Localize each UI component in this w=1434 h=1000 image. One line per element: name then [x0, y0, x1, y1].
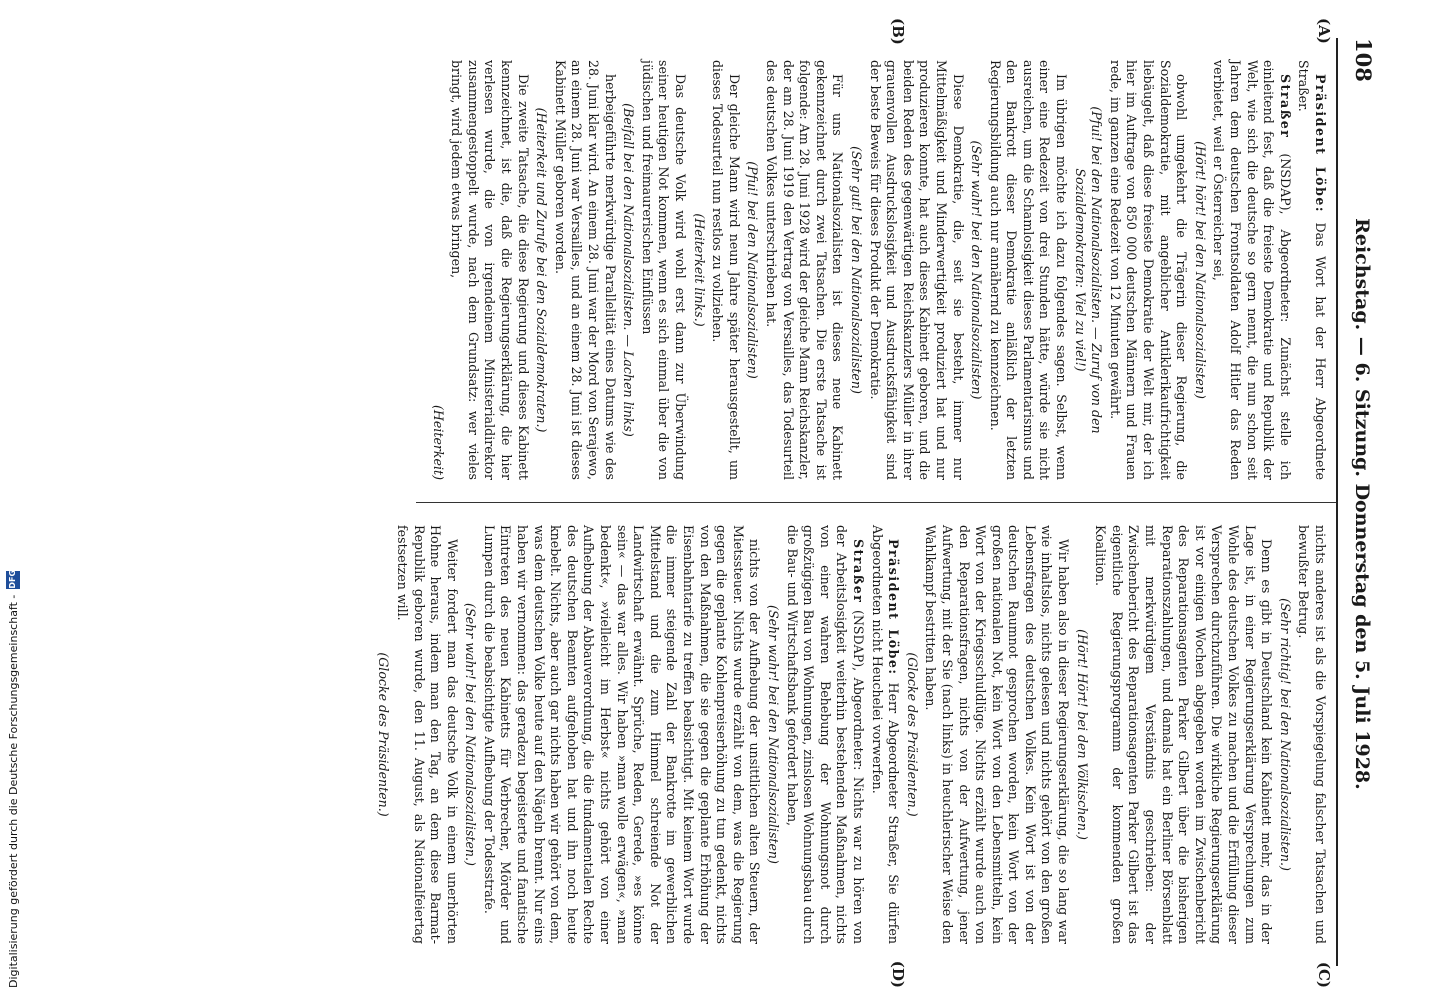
- interjection: (Sehr wahr! bei den Nationalsozialisten): [969, 140, 985, 400]
- speech-text: (NSDAP), Abgeordneter: Zunächst stelle ich einleitend fest, daß die freieste Demokratie und Republik der Welt, wie sich die deutsche so gern nennt, die nun schon seit Jahren dem deutschen Frontsoldaten Adolf Hitler das Reden verbietet, weil er Österreicher sei,: [1211, 60, 1293, 480]
- speech-paragraph: [783, 525, 866, 944]
- text-paragraph: Im übrigen möchte ich dazu folgendes sagen. Selbst, wenn einer eine Redezeit von drei Stunden hätte, würde sie nicht ausreichen, um die Schamlosigkeit dieses Parlamentarismus und den Bankrott dieser Demokratie anläßlich der letzten Regierungsbildung auch nur annähernd zu kennzeichnen.: [987, 60, 1070, 480]
- margin-mark-a: (A): [1315, 18, 1333, 44]
- interjection: (Pfui! bei den Nationalsozialisten): [745, 161, 761, 379]
- document-page: [130, 12, 1380, 992]
- page-header: [1336, 38, 1376, 966]
- interjection: (Sehr gut! bei den Nationalsozialisten): [848, 146, 864, 394]
- credit-text: Digitalisierung gefördert durch die Deutsche Forschungsgemeinschaft -: [6, 594, 20, 988]
- margin-mark-b: (B): [889, 18, 907, 45]
- speech-paragraph: [868, 525, 901, 944]
- text-paragraph: nichts von der Aufhebung der unsittlichen alten Steuern, der Mietssteuer. Nichts wurde erzählt von dem, was die Regierung gegen die geplante Kohlenpreiserhöhung zu tun gedenkt, nichts von den Maßnahmen, die sie gegen die geplante Erhöhung der Eisenbahntarife zu treffen beabsichtigt. Mit keinem Wort wurde die immer steigende Zahl der Bankrotte im gewerblichen Mittelstand und die zum Himmel schreiende Not der Landwirtschaft erwähnt. Sprüche, Reden, Gerede, »es könne sein« — das war alles. Wir haben »man wolle erwägen«, »man bedenkt«, »vielleicht im Herbst« nichts gehört von einer Aufhebung der Abbauverordnung, die die fundamentalen Rechte des deutschen Beamten aufgehoben hat und ihn noch heute knebelt. Nichts, aber auch gar nichts haben wir gehört von dem, was dem deutschen Volke heute auf den Nägeln brennt. Nur eins haben wir vernommen: das geradezu begeisterte und fanatische Eintreten des neuen Kabinetts für Verbrecher, Mörder und Lumpen durch die beabsichtigte Aufhebung der Todesstrafe.: [481, 525, 763, 944]
- speaker-name: Straßer: [1277, 74, 1293, 139]
- interjection: (Hört! Hört! bei den Völkischen.): [1074, 629, 1090, 840]
- text-paragraph: obwohl umgekehrt die Trägerin dieser Regierung, die Sozialdemokratie, mit angeblicher Antiklerikaufrichtigkeit liebäugelt, daß diese freieste Demokratie der Welt mir, der ich hier im Auftrage von 850 000 deutschen Männern und Frauen rede, im ganzen eine Redezeit von 12 Minuten gewährt.: [1107, 60, 1190, 480]
- text-paragraph: nichts anderes ist als die Vorspiegelung falscher Tatsachen und bewußter Betrug.: [1296, 525, 1328, 944]
- right-column: [376, 502, 1336, 988]
- speech-text: Das Wort hat der Herr Abgeordnete Straßer.: [1296, 60, 1328, 480]
- dfg-logo-icon: DFG: [6, 571, 20, 589]
- speaker-name: Präsident Löbe:: [886, 539, 902, 676]
- interjection: (Heiterkeit links.): [691, 213, 707, 327]
- page-number: 108: [1351, 38, 1376, 82]
- running-title: Reichstag. — 6. Sitzung. Donnerstag den 5. Juli 1928.: [1351, 218, 1373, 790]
- interjection: (Hört! hört! bei den Nationalsozialisten): [1192, 141, 1208, 399]
- text-paragraph: Diese Demokratie, die, seit sie besteht, immer nur Mittelmäßigkeit und Minderwertigkeit produziert hat und nur produzieren konnte, hat auch dieses Kabinett geboren, und die beiden Reden des gegenwärtigen Reichskanzlers Müller in ihrer grauenvollen Ausdruckslosigkeit und Ausdrucksfähigkeit sind der beste Beweis für dieses Produkt der Demokratie.: [867, 60, 966, 480]
- text-paragraph: Weiter fordert man das deutsche Volk in einem unerhörten Hohne heraus, indem man den Tag, an dem diese Barmat-Republik geboren wurde, den 11. August, als Nationalfeiertag festsetzen will.: [394, 525, 460, 944]
- interjection: (Beifall bei den Nationalsozialisten. — Lachen links): [621, 103, 637, 437]
- speaker-name: Straßer: [850, 539, 866, 604]
- text-paragraph: Die zweite Tatsache, die diese Regierung und dieses Kabinett kennzeichnet, ist die, daß die Regierungserklärung, die hier verlesen wurde, die von irgendeinem Ministerialdirektor zusammengestoppelt wurde, nach dem Grundsatz: wer vieles bringt, wird jedem etwas bringen,: [449, 60, 531, 480]
- interjection: (Sehr richtig! bei den Nationalsozialisten.): [1277, 598, 1293, 871]
- interjection: (Heiterkeit und Zurufe bei den Sozialdemokraten.): [534, 107, 550, 433]
- left-column: [416, 18, 1336, 502]
- speech-text: Herr Abgeordneter Straßer, Sie dürfen Abgeordneten nicht Heuchelei vorwerfen.: [869, 525, 902, 944]
- text-paragraph: herbeigeführte merkwürdige Parallelität eines Datums wie des 28. Juni klar wird. An einem 28. Juni war der Mord von Serajewo, an einem 28. Juni war Versailles, und an einem 28. Juni ist dieses Kabinett Müller geboren worden.: [552, 60, 618, 480]
- text-paragraph: Denn es gibt in Deutschland kein Kabinett mehr, das in der Lage ist, in einer Regierungserklärung Versprechungen zum Wohle des deutschen Volkes zu machen und die Erfüllung dieser Versprechen durchzuführen. Die wirkliche Regierungserklärung ist vor einigen Wochen abgegeben worden im Zwischenbericht des Reparationsagenten Parker Gilbert über die bisherigen Reparationszahlungen, und damals hat ein Berliner Börsenblatt mit merkwürdigem Verständnis geschrieben: der Zwischenbericht des Reparationsagenten Parker Gilbert ist das eigentliche Regierungsprogramm der kommenden großen Koalition.: [1093, 525, 1275, 944]
- speech-text: (NSDAP), Abgeordneter: Nichts war zu hören von der Arbeitslosigkeit weiterhin bestehenden Maßnahmen, nichts von einer wahren Behebung der Wohnungsnot durch großzügigen Bau von Wohnungen, zinslosen Wohnungsbau durch die Bau- und Wirtschaftsbank gefordert haben,: [784, 525, 866, 944]
- interjection: (Sehr wahr! bei den Nationalsozialisten): [766, 605, 781, 864]
- text-paragraph: Wir haben also in dieser Regierungserklärung, die so lang war wie inhaltslos, nichts gelesen und nichts gehört von den großen Lebensfragen des deutschen Volkes. Kein Wort ist von der deutschen Raumnot gesprochen worden, kein Wort von der großen nationalen Not, kein Wort von den Lebensmitteln, kein Wort von der Kriegsschuldlüge. Nichts erzählt wurde auch von den Reparationsfragen, nichts von der Aufwertung, jener Aufwertung, mit der Sie (nach links) in heuchlerischer Weise den Wahlkampf bestritten haben.: [923, 525, 1072, 944]
- text-columns: [376, 18, 1336, 988]
- text-paragraph: Der gleiche Mann wird neun Jahre später herausgestellt, um dieses Todesurteil nun restlos zu vollziehen.: [710, 60, 742, 480]
- speech-paragraph: [1210, 60, 1293, 480]
- interjection: (Glocke des Präsidenten.): [904, 652, 920, 817]
- text-paragraph: Das deutsche Volk wird wohl erst dann zur Überwindung seiner heutigen Not kommen, wenn es sich einmal über die von jüdischen und freimaurerischen Einflüssen: [639, 60, 689, 480]
- speech-paragraph: [1295, 60, 1328, 480]
- interjection: (Heiterkeit): [430, 405, 446, 480]
- text-paragraph: Für uns Nationalsozialisten ist dieses neue Kabinett gekennzeichnet durch zwei Tatsachen. Die erste Tatsache ist folgende: Am 28. Juni 1928 wird der gleiche Mann Reichskanzler, der am 28. Juni 1919 den Vertrag von Versailles, das Todesurteil des deutschen Volkes unterschrieben hat.: [764, 60, 846, 480]
- margin-mark-c: (C): [1315, 961, 1333, 988]
- margin-mark-d: (D): [889, 960, 907, 988]
- interjection: (Glocke des Präsidenten.): [376, 652, 392, 817]
- interjection: (Pfui! bei den Nationalsozialisten. — Zuruf von den Sozialdemokraten: Viel zu viel!): [1072, 106, 1105, 434]
- speaker-name: Präsident Löbe:: [1313, 74, 1328, 214]
- interjection: (Sehr wahr! bei den Nationalsozialisten.): [463, 603, 479, 866]
- digitization-credit: [2, 0, 24, 994]
